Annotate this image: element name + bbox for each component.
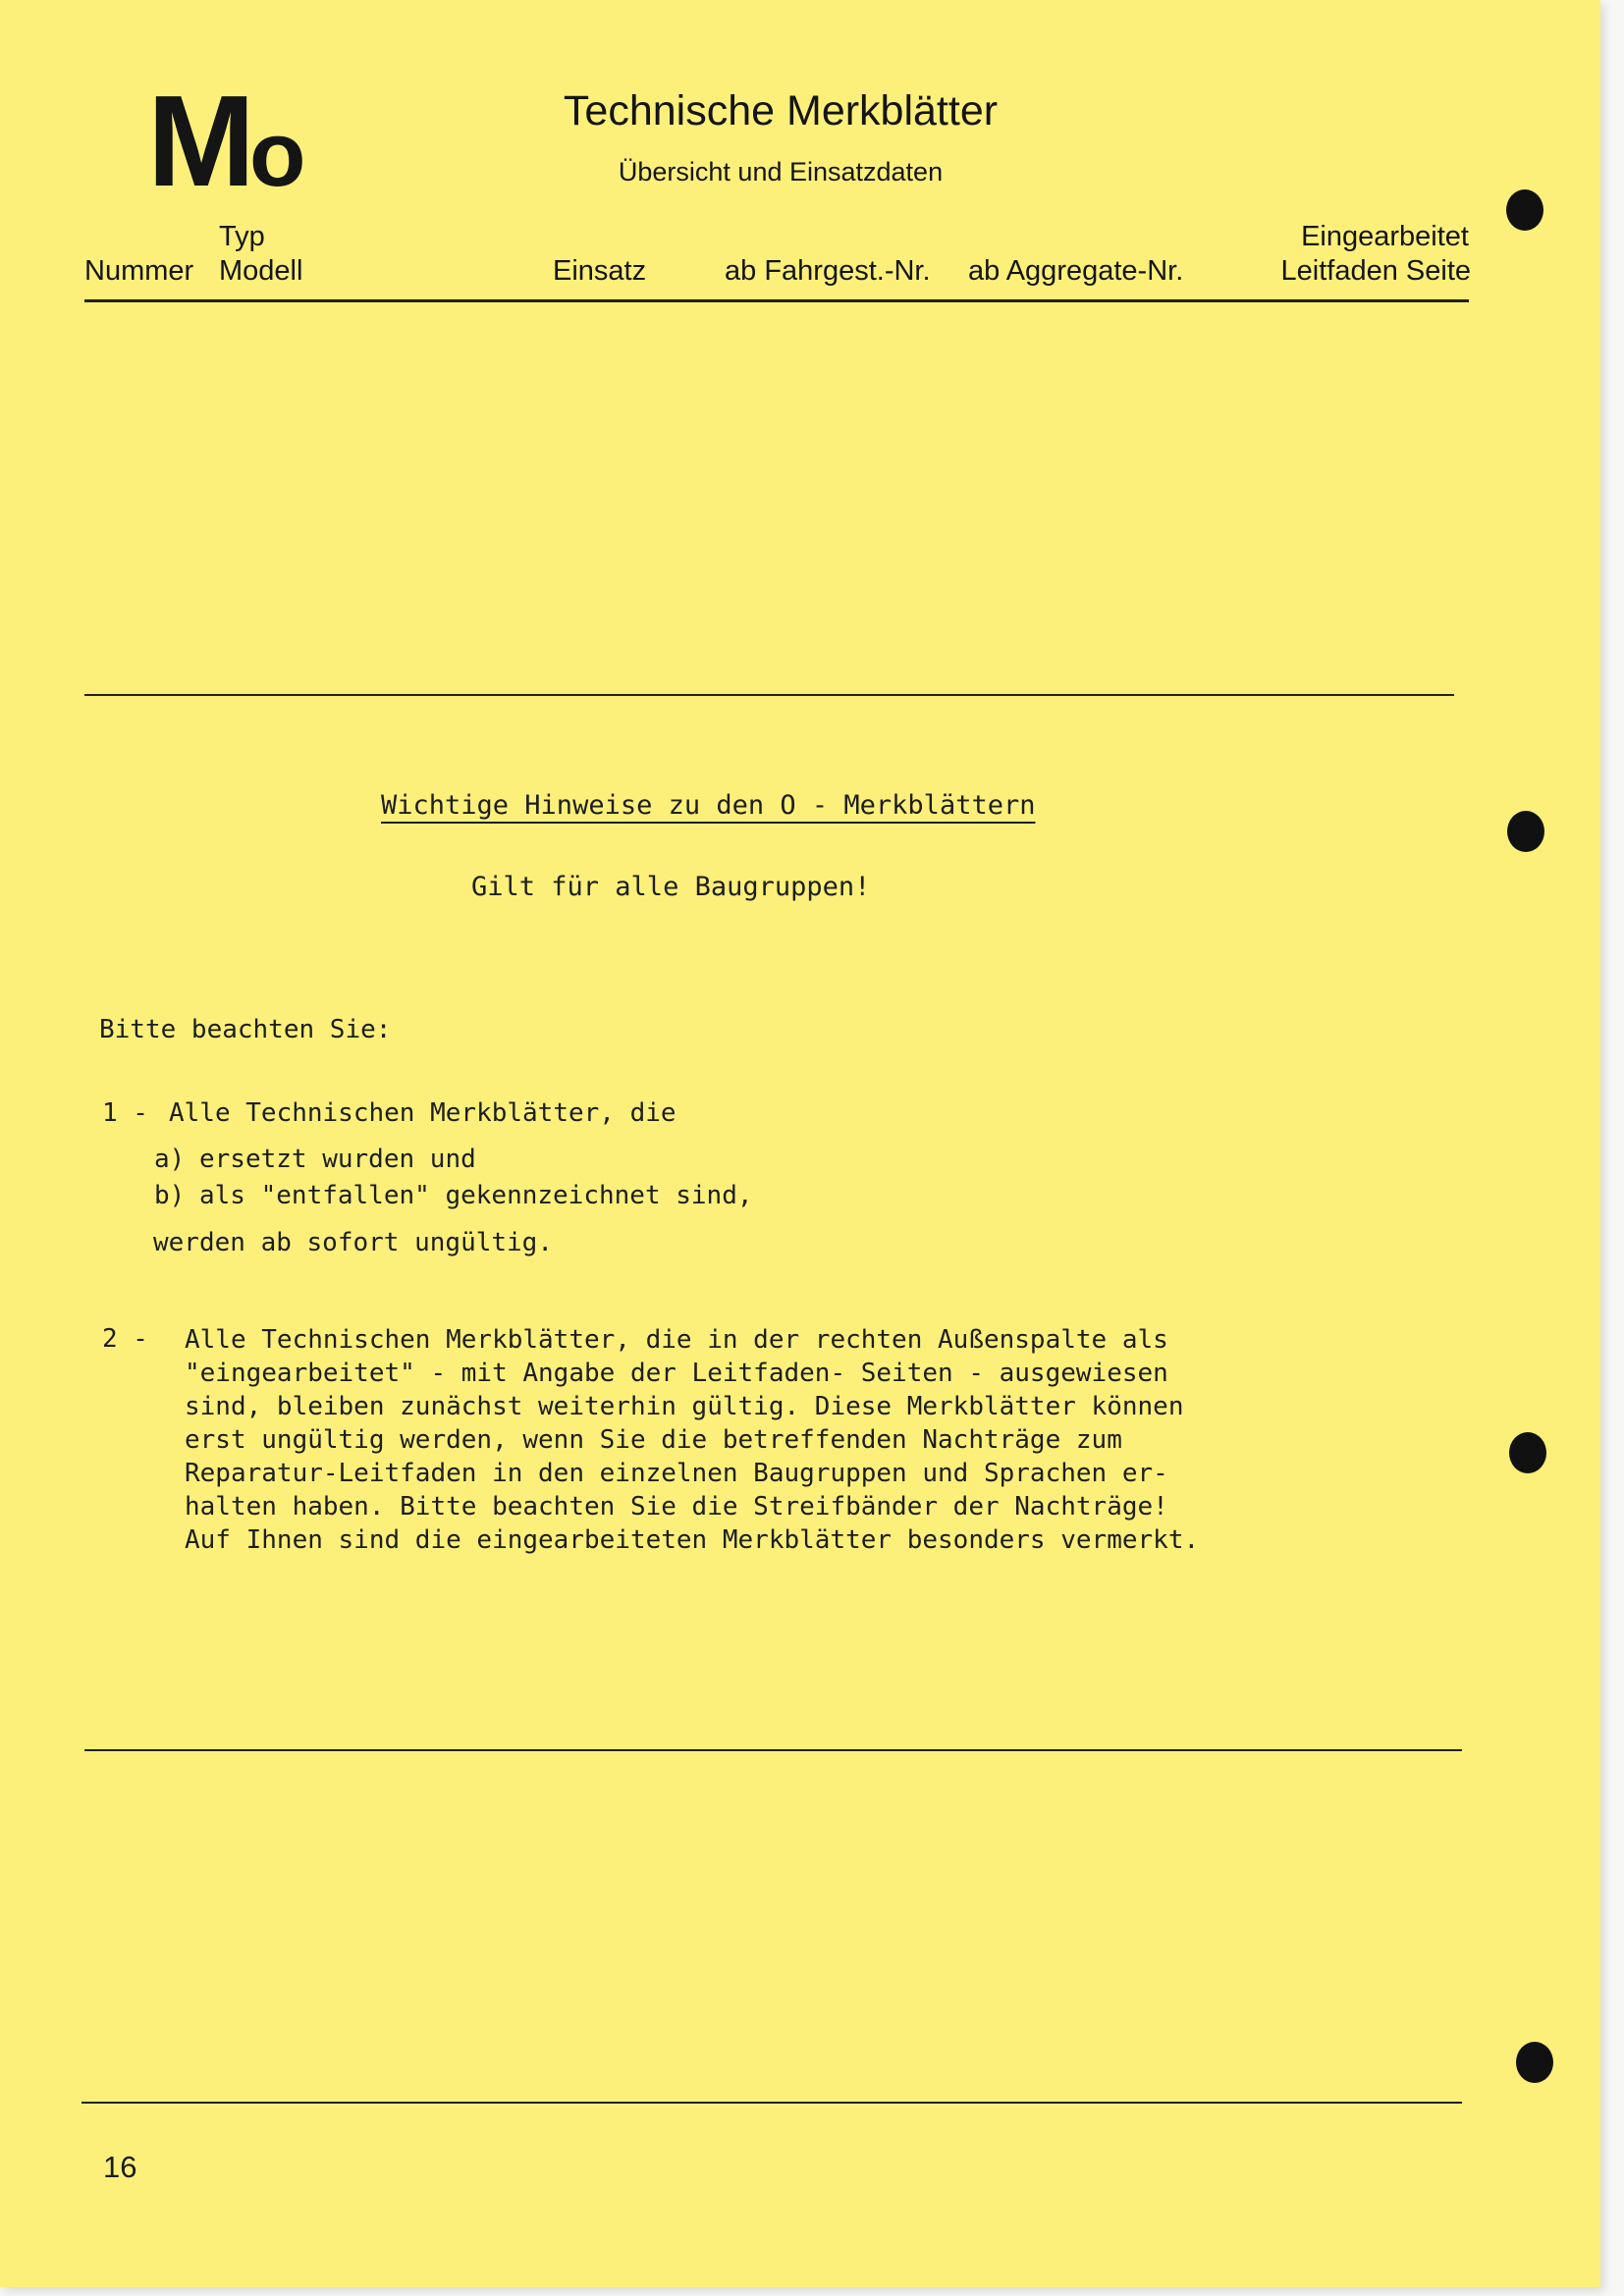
logo-mo (147, 69, 306, 213)
logo-letter-m: M (147, 69, 249, 213)
item2-line: Auf Ihnen sind die eingearbeiteten Merkblätter besonders vermerkt. (185, 1525, 1200, 1555)
item1-text: Alle Technischen Merkblätter, die (169, 1098, 677, 1128)
item1-a-text: ersetzt wurden und (199, 1145, 476, 1174)
item2-line: sind, bleiben zunächst weiterhin gültig. Diese Merkblätter können (185, 1392, 1184, 1421)
column-header-eingearbeitet: Eingearbeitet (1301, 221, 1469, 252)
logo-letter-o: o (248, 102, 306, 205)
punch-hole (1506, 189, 1543, 231)
item2-line: Alle Technischen Merkblätter, die in der rechten Außenspalte als (185, 1325, 1168, 1355)
punch-hole (1507, 811, 1544, 852)
item2-line: "eingearbeitet" - mit Angabe der Leitfaden- Seiten - ausgewiesen (185, 1359, 1168, 1388)
section-divider-top (84, 694, 1454, 696)
notice-heading: Wichtige Hinweise zu den O - Merkblättern (381, 790, 1036, 821)
item1-b-text: als "entfallen" gekennzeichnet sind, (199, 1181, 753, 1210)
section-divider-bottom (84, 1749, 1462, 1751)
column-header-fahrgest: ab Fahrgest.-Nr. (725, 255, 931, 287)
punch-hole (1516, 2042, 1553, 2083)
header-divider (84, 299, 1469, 302)
item1-a-marker: a) (154, 1145, 186, 1174)
column-header-aggregate: ab Aggregate-Nr. (968, 255, 1184, 287)
punch-hole (1509, 1432, 1546, 1473)
item2-line: erst ungültig werden, wenn Sie die betreffenden Nachträge zum (185, 1425, 1122, 1455)
page-title: Technische Merkblätter (563, 87, 999, 134)
item2-number: 2 - (102, 1324, 148, 1354)
page-number: 16 (103, 2150, 137, 2184)
column-header-nummer: Nummer (84, 255, 194, 287)
page-subtitle: Übersicht und Einsatzdaten (618, 157, 944, 187)
item1-b-marker: b) (154, 1181, 186, 1210)
column-header-modell: Modell (219, 255, 303, 287)
column-header-leitfaden: Leitfaden Seite (1280, 255, 1471, 287)
item1-number: 1 - (102, 1098, 148, 1128)
notice-intro: Bitte beachten Sie: (99, 1015, 392, 1044)
item2-paragraph (185, 1323, 1199, 1557)
footer-divider (81, 2102, 1462, 2104)
column-header-typ: Typ (219, 221, 265, 252)
column-header-einsatz: Einsatz (553, 255, 647, 287)
item2-line: Reparatur-Leitfaden in den einzelnen Baugruppen und Sprachen er- (185, 1459, 1168, 1488)
item1-conclusion: werden ab sofort ungültig. (153, 1228, 553, 1257)
item2-line: halten haben. Bitte beachten Sie die Streifbänder der Nachträge! (185, 1492, 1168, 1522)
notice-scope: Gilt für alle Baugruppen! (471, 872, 871, 902)
